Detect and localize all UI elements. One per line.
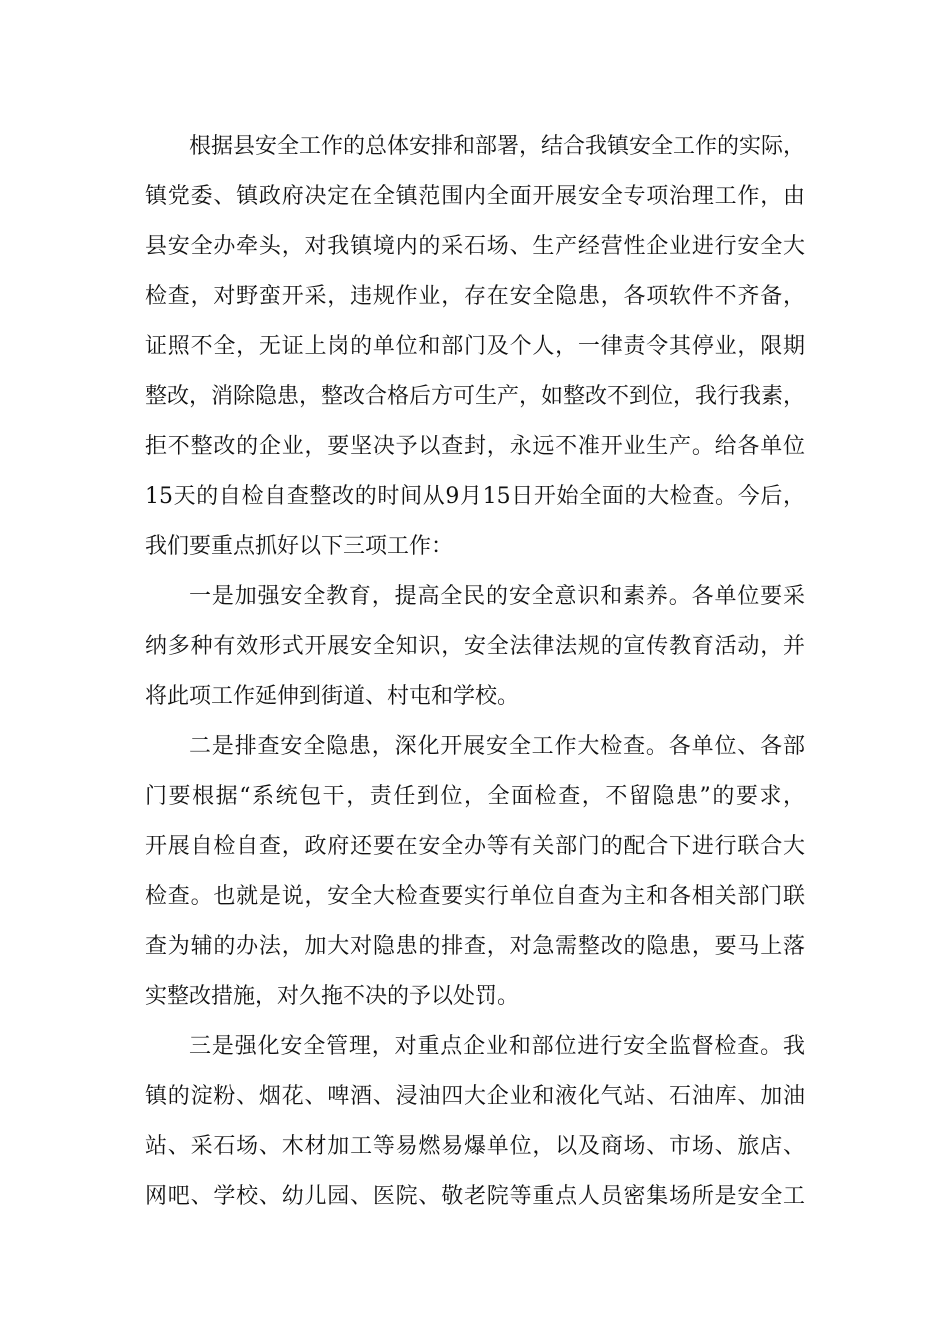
paragraph-4 [145,1022,805,1222]
text-line: 将此项工作延伸到街道、村屯和学校。 [145,684,520,709]
text-line: 镇党委、镇政府决定在全镇范围内全面开展安全专项治理工作，由 [145,184,805,209]
text-line: 一是加强安全教育，提高全民的安全意识和素养。各单位要采 [189,584,805,609]
paragraph-1 [145,122,805,572]
text-line: 镇的淀粉、烟花、啤酒、浸油四大企业和液化气站、石油库、加油 [145,1084,805,1109]
text-line: 实整改措施，对久拖不决的予以处罚。 [145,984,520,1009]
text-line: 站、采石场、木材加工等易燃易爆单位，以及商场、市场、旅店、 [145,1134,805,1159]
text-line: 拒不整改的企业，要坚决予以查封，永远不准开业生产。给各单位 [145,434,805,459]
text-line: 整改，消除隐患，整改合格后方可生产，如整改不到位，我行我素， [145,384,806,409]
text-line: 县安全办牵头，对我镇境内的采石场、生产经营性企业进行安全大 [145,234,805,259]
text-line: 查为辅的办法，加大对隐患的排查，对急需整改的隐患，要马上落 [145,934,805,959]
text-line: 三是强化安全管理，对重点企业和部位进行安全监督检查。我 [189,1034,805,1059]
text-line: 15天的自检自查整改的时间从9月15日开始全面的大检查。今后， [145,484,805,509]
text-line: 检查。也就是说，安全大检查要实行单位自查为主和各相关部门联 [145,884,805,909]
text-line: 检查，对野蛮开采，违规作业，存在安全隐患，各项软件不齐备， [145,284,805,309]
text-line: 根据县安全工作的总体安排和部署，结合我镇安全工作的实际， [189,134,806,159]
text-line: 二是排查安全隐患，深化开展安全工作大检查。各单位、各部 [189,734,805,759]
paragraph-3 [145,722,805,1022]
paragraph-2 [145,572,805,722]
text-line: 网吧、学校、幼儿园、医院、敬老院等重点人员密集场所是安全工 [145,1184,805,1209]
text-line: 我们要重点抓好以下三项工作： [145,534,454,559]
text-line: 证照不全，无证上岗的单位和部门及个人，一律责令其停业，限期 [145,334,805,359]
text-line: 门要根据“系统包干，责任到位，全面检查，不留隐患”的要求， [145,784,805,809]
document-body [145,122,805,1222]
text-line: 开展自检自查，政府还要在安全办等有关部门的配合下进行联合大 [145,834,805,859]
text-line: 纳多种有效形式开展安全知识，安全法律法规的宣传教育活动，并 [145,634,805,659]
